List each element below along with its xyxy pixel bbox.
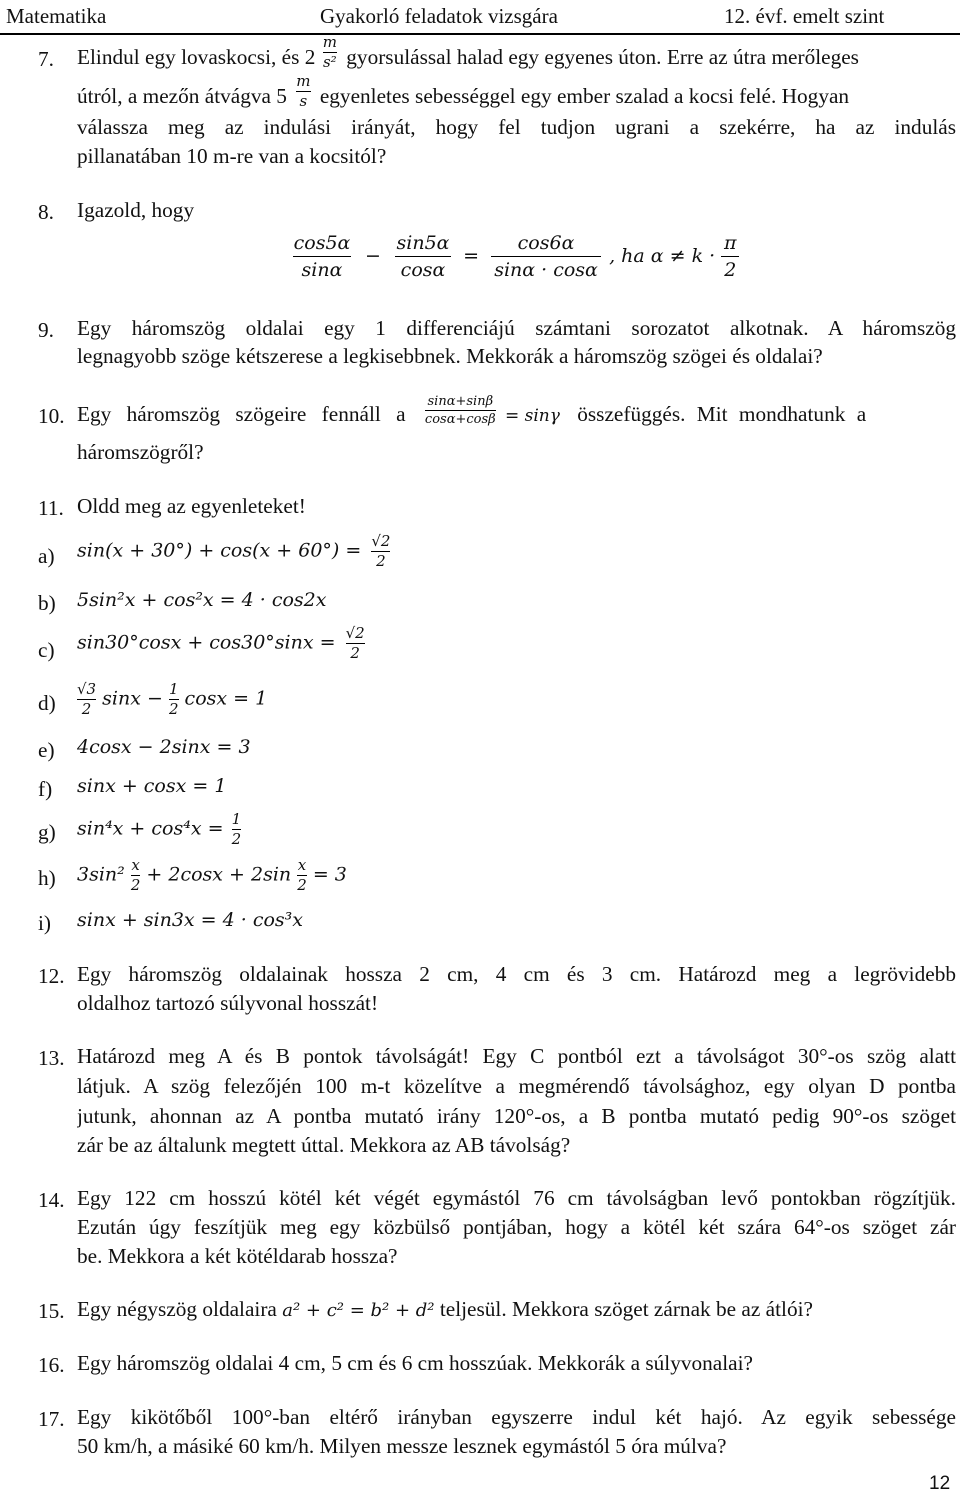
problem-13-line-4: zár be az általunk megtett úttal. Mekkora az AB távolság? (77, 1133, 571, 1157)
problem-14-number: 14. (38, 1188, 65, 1212)
problem-11-number: 11. (38, 496, 64, 520)
eq-h: 3sin² $\frac{x}{2}$ + 2cosx + 2sin $\frac{x}{2}$ = 3 (77, 856, 347, 894)
problem-8-text: Igazold, hogy (77, 198, 195, 222)
problem-12-number: 12. (38, 964, 65, 988)
eq-b: 5sin²x + cos²x = 4 · cos2x (77, 589, 327, 611)
eq-g: sin⁴x + cos⁴x = $\frac{1}{2}$ (77, 810, 242, 848)
header-level: 12. évf. emelt szint (724, 4, 885, 28)
eq-d-label: d) (38, 691, 56, 715)
eq-h-label: h) (38, 866, 56, 890)
problem-7-line-1: Elindul egy lovaskocsi, és 2 $\frac{m}{\text{s²}}$ gyorsulással halad egy egyenes úton. Erre az útra merőleges (77, 32, 859, 71)
problem-13-line-2: látjuk. A szög felezőjén 100 m-t közelítve a megmérendő távolsághoz, egy olyan D pontba (77, 1076, 956, 1098)
problem-17-line-1: Egy kikötőből 100°-ban eltérő irányban egyszerre indul két hajó. Az egyik sebessége (77, 1407, 956, 1429)
page-number: 12 (929, 1473, 951, 1494)
problem-14-line-1: Egy 122 cm hosszú kötél két végét egymástól 76 cm távolságban levő pontokban rögzítjük. (77, 1188, 956, 1210)
problem-7-line-3: válassza meg az indulási irányát, hogy fel tudjon ugrani a szekérre, ha az indulás (77, 117, 956, 139)
problem-11-text: Oldd meg az egyenleteket! (77, 494, 306, 518)
problem-9-line-1: Egy háromszög oldalai egy 1 differenciájú számtani sorozatot alkotnak. A háromszög (77, 318, 956, 340)
header-title: Gyakorló feladatok vizsgára (320, 4, 558, 28)
eq-a-label: a) (38, 544, 55, 568)
eq-d: $\frac{√3}{2}$ sinx − $\frac{1}{2}$ cosx = 1 (77, 680, 268, 718)
problem-7-number: 7. (38, 47, 54, 71)
problem-9-number: 9. (38, 318, 54, 342)
eq-f: sinx + cosx = 1 (77, 775, 227, 797)
problem-10-fraction: $\frac{\sin\alpha+\sin\beta}{\cos\alpha+\cos\beta}$ (424, 393, 496, 427)
problem-16-number: 16. (38, 1353, 65, 1377)
problem-13-line-3: jutunk, ahonnan az A pontba mutató irány 120°-os, a B pontba mutató pedig 90°-os szöget (77, 1106, 956, 1128)
problem-17-number: 17. (38, 1407, 65, 1431)
eq-b-label: b) (38, 591, 56, 615)
page-header (0, 4, 960, 30)
header-subject: Matematika (6, 4, 107, 28)
problem-14-line-2: Ezután úgy feszítjük meg egy közbülső pontjában, hogy a kötél két szára 64°-os szöget zár (77, 1217, 956, 1239)
identity-equation: $\frac{\cos 5\alpha}{\sin\alpha}$ − $\frac{\sin 5\alpha}{\cos\alpha}$ = $\frac{\cos 6\alpha}{\sin\alpha \cdot \cos\alpha}$ , ha α ≠ k · $\frac{\pi}{2}$ (293, 232, 739, 281)
eq-e: 4cosx − 2sinx = 3 (77, 736, 251, 758)
eq-c-label: c) (38, 638, 55, 662)
eq-i-label: i) (38, 911, 52, 935)
eq-f-label: f) (38, 777, 53, 801)
eq-c: sin30°cosx + cos30°sinx = $\frac{√2}{2}$ (77, 624, 365, 662)
problem-12-line-1: Egy háromszög oldalainak hossza 2 cm, 4 cm és 3 cm. Határozd meg a legrövidebb (77, 964, 956, 986)
problem-14-line-3: be. Mekkora a két kötéldarab hossza? (77, 1244, 398, 1268)
eq-a: sin(x + 30°) + cos(x + 60°) = $\frac{√2}{2}$ (77, 532, 391, 570)
problem-10-number: 10. (38, 404, 65, 428)
acceleration-unit: $\frac{m}{\text{s²}}$ (322, 32, 337, 71)
problem-7-line-4: pillanatában 10 m-re van a kocsitól? (77, 144, 387, 168)
problem-12-line-2: oldalhoz tartozó súlyvonal hosszát! (77, 991, 379, 1015)
problem-7-line-2: útról, a mezőn átvágva 5 $\frac{m}{s}$ egyenletes sebességgel egy ember szalad a kocsi felé. Hogyan (77, 71, 850, 110)
problem-17-line-2: 50 km/h, a másiké 60 km/h. Milyen messze lesznek egymástól 5 óra múlva? (77, 1434, 727, 1458)
problem-9-line-2: legnagyobb szöge kétszerese a legkisebbnek. Mekkorák a háromszög szögei és oldalai? (77, 344, 823, 368)
eq-g-label: g) (38, 820, 56, 844)
problem-8-number: 8. (38, 200, 54, 224)
problem-13-number: 13. (38, 1046, 65, 1070)
velocity-unit: $\frac{m}{s}$ (296, 71, 311, 110)
problem-15-text: Egy négyszög oldalaira a² + c² = b² + d² teljesül. Mekkora szöget zárnak be az átlói? (77, 1297, 813, 1321)
problem-10-line-1: Egy háromszög szögeire fennáll a $\frac{\sin\alpha+\sin\beta}{\cos\alpha+\cos\beta}$ = sinγ összefüggés. Mit mondhatunk a (77, 393, 867, 427)
problem-15-number: 15. (38, 1299, 65, 1323)
eq-i: sinx + sin3x = 4 · cos³x (77, 909, 304, 931)
header-rule (0, 33, 960, 35)
problem-16-text: Egy háromszög oldalai 4 cm, 5 cm és 6 cm hosszúak. Mekkorák a súlyvonalai? (77, 1351, 753, 1375)
eq-e-label: e) (38, 738, 55, 762)
problem-10-line-2: háromszögről? (77, 440, 204, 464)
problem-13-line-1: Határozd meg A és B pontok távolságát! Egy C pontból ezt a távolságot 30°-os szög alatt (77, 1046, 956, 1068)
